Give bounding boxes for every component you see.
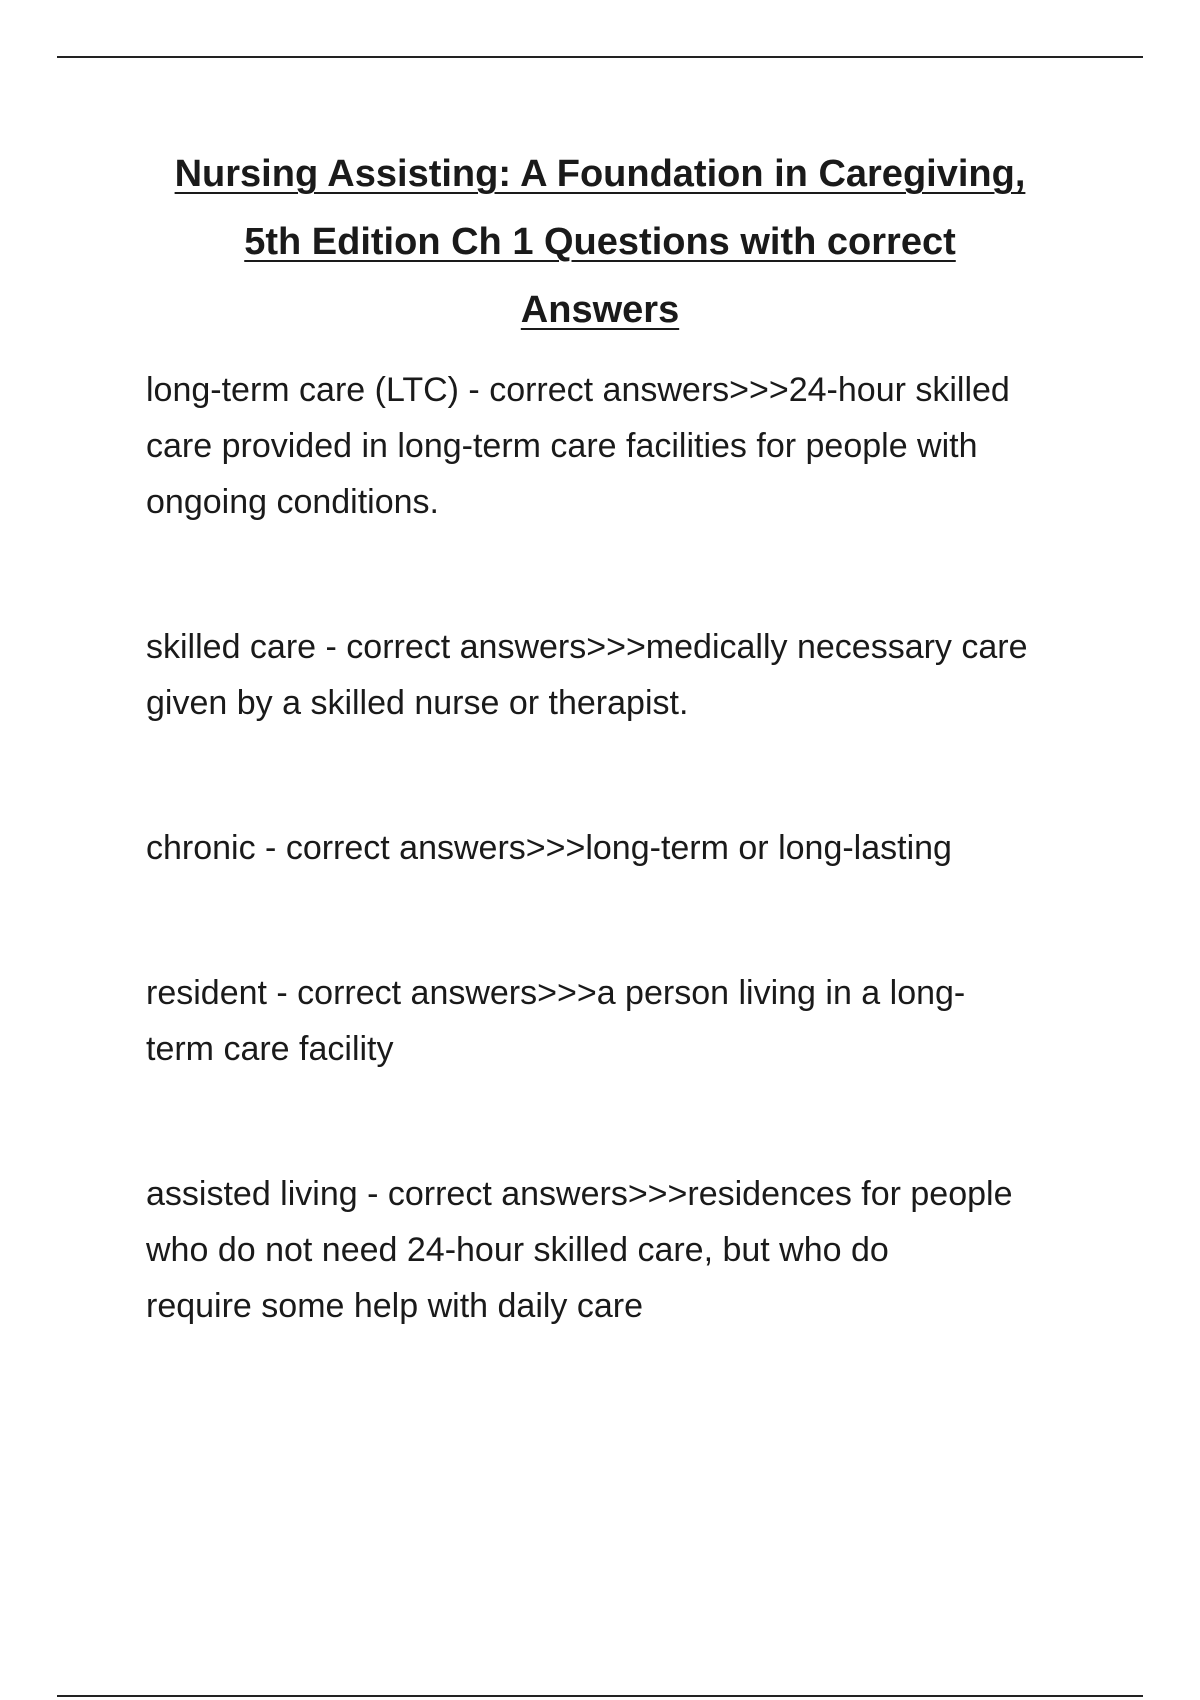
- top-divider: [57, 56, 1143, 58]
- entry-line: care provided in long-term care facilities for people with: [146, 427, 978, 465]
- entry-line: ongoing conditions.: [146, 483, 440, 521]
- entry-line: assisted living - correct answers>>>residences for people: [146, 1175, 1013, 1213]
- entry-line: who do not need 24-hour skilled care, but who do: [146, 1231, 889, 1269]
- qa-entry-long-term-care: [146, 362, 1106, 530]
- qa-entry-assisted-living: [146, 1166, 1106, 1334]
- qa-entry-skilled-care: [146, 619, 1106, 731]
- qa-entry-resident: [146, 965, 1106, 1077]
- qa-entry-chronic: [146, 820, 1106, 876]
- entry-line: resident - correct answers>>>a person living in a long-: [146, 974, 966, 1012]
- entry-line: skilled care - correct answers>>>medically necessary care: [146, 628, 1028, 666]
- entry-line: require some help with daily care: [146, 1287, 644, 1325]
- entry-line: long-term care (LTC) - correct answers>>>24-hour skilled: [146, 371, 1010, 409]
- qa-list: [146, 362, 1106, 1423]
- document-title: [120, 140, 1080, 344]
- title-line: 5th Edition Ch 1 Questions with correct: [244, 221, 956, 263]
- entry-line: term care facility: [146, 1030, 394, 1068]
- bottom-divider: [57, 1695, 1143, 1697]
- title-line: Answers: [520, 289, 680, 331]
- entry-line: given by a skilled nurse or therapist.: [146, 684, 689, 722]
- title-line: Nursing Assisting: A Foundation in Caregiving,: [174, 153, 1026, 195]
- entry-line: chronic - correct answers>>>long-term or long-lasting: [146, 829, 952, 867]
